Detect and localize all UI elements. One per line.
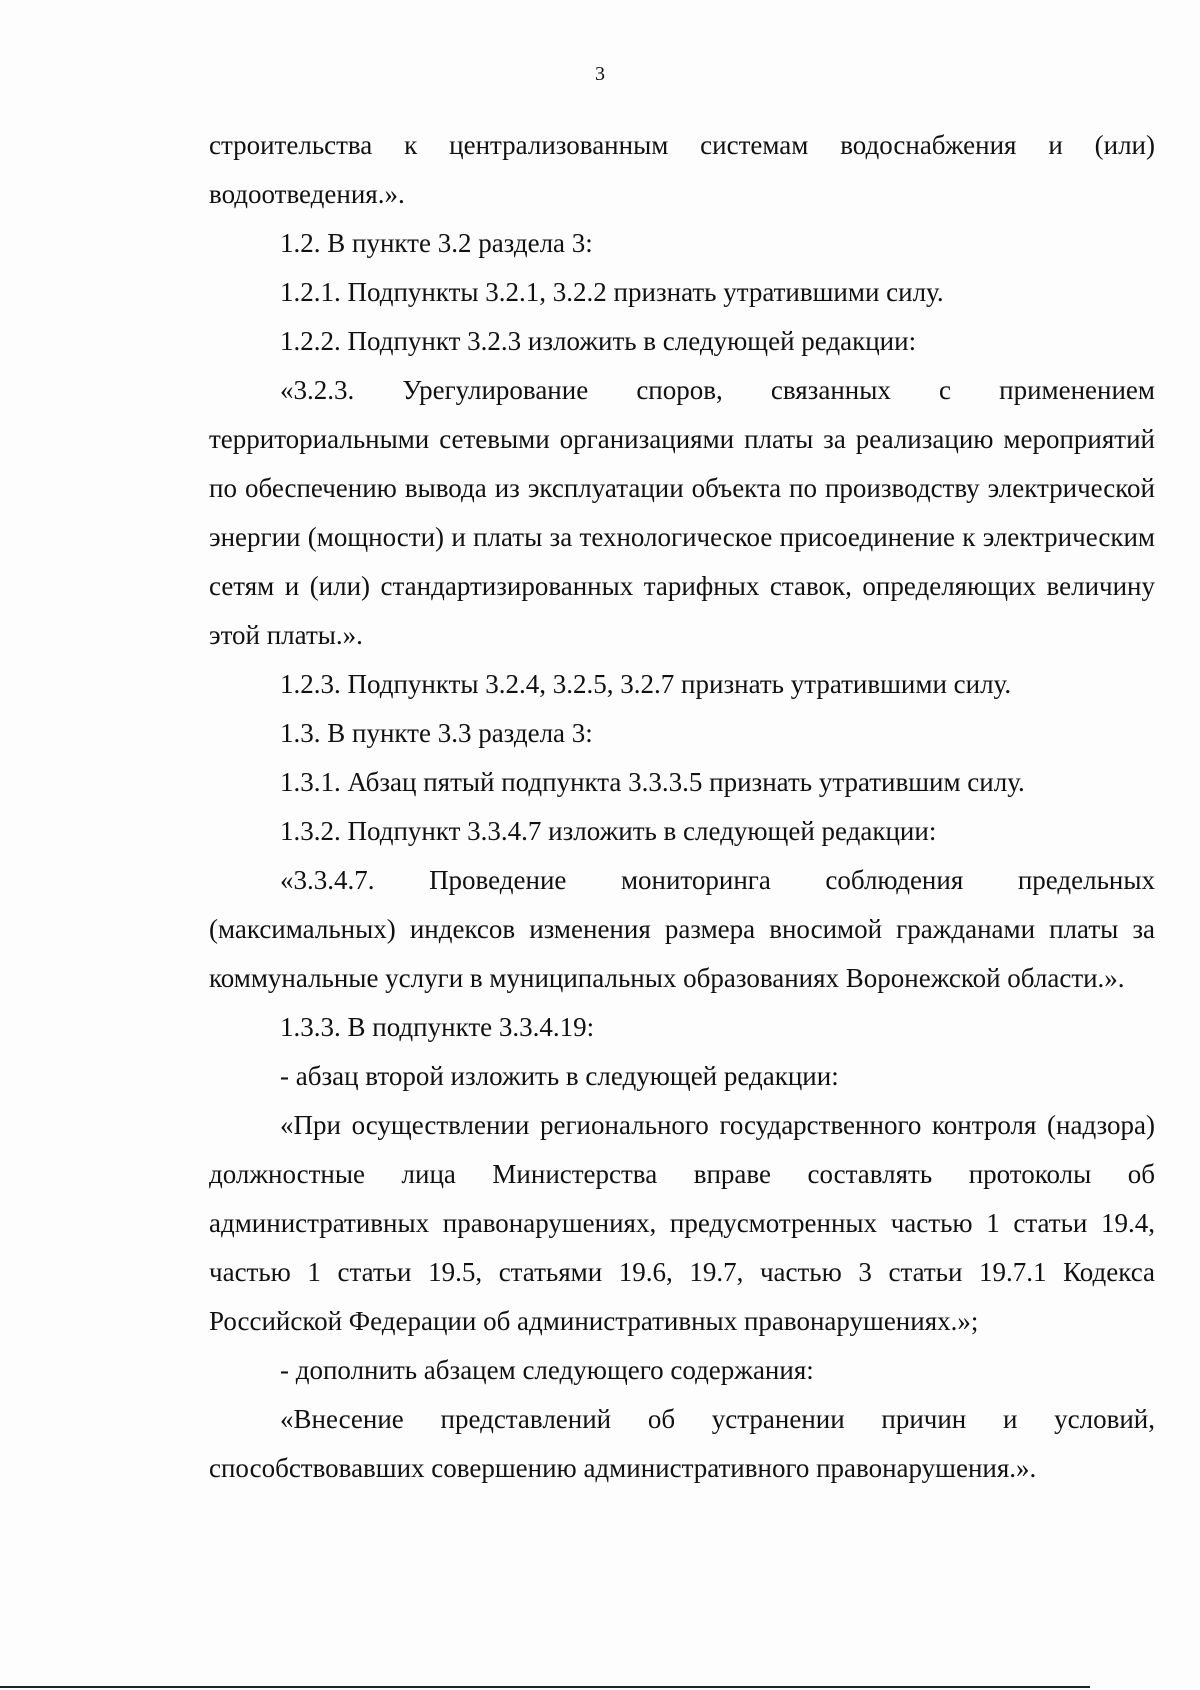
paragraph: - дополнить абзацем следующего содержания:: [280, 1355, 814, 1385]
paragraph: 1.2.3. Подпункты 3.2.4, 3.2.5, 3.2.7 признать утратившими силу.: [280, 669, 1012, 699]
page-number: 3: [595, 63, 605, 85]
paragraph: «При осуществлении регионального государственного контроля (надзора) должностные лица Министерства вправе составлять протоколы об административных правонарушениях, предусмотренных частью 1 статьи 19.4, частью 1 статьи 19.5, статьями 19.6, 19.7, частью 3 статьи 19.7.1 Кодекса Российской Федерации об административных правонарушениях.»;: [209, 1110, 1155, 1336]
paragraph: «3.3.4.7. Проведение мониторинга соблюдения предельных (максимальных) индексов изменения размера вносимой гражданами платы за коммунальные услуги в муниципальных образованиях Воронежской области.».: [209, 865, 1155, 993]
paragraph: «Внесение представлений об устранении причин и условий, способствовавших совершению административного правонарушения.».: [209, 1404, 1155, 1483]
paragraph: «3.2.3. Урегулирование споров, связанных с применением территориальными сетевыми организациями платы за реализацию мероприятий по обеспечению вывода из эксплуатации объекта по производству электрической энергии (мощности) и платы за технологическое присоединение к электрическим сетям и (или) стандартизированных тарифных ставок, определяющих величину этой платы.».: [209, 375, 1155, 650]
document-body: [209, 121, 1155, 1493]
paragraph: 1.3.3. В подпункте 3.3.4.19:: [280, 1012, 595, 1042]
paragraph: 1.2.1. Подпункты 3.2.1, 3.2.2 признать утратившими силу.: [280, 277, 944, 307]
bottom-rule: [0, 1686, 1090, 1688]
paragraph: - абзац второй изложить в следующей редакции:: [280, 1061, 839, 1091]
paragraph: 1.3. В пункте 3.3 раздела 3:: [280, 718, 593, 748]
paragraph: 1.3.1. Абзац пятый подпункта 3.3.3.5 признать утратившим силу.: [280, 767, 1025, 797]
paragraph: 1.3.2. Подпункт 3.3.4.7 изложить в следующей редакции:: [280, 816, 937, 846]
paragraph: 1.2. В пункте 3.2 раздела 3:: [280, 228, 593, 258]
paragraph: 1.2.2. Подпункт 3.2.3 изложить в следующей редакции:: [280, 326, 917, 356]
paragraph: строительства к централизованным системам водоснабжения и (или) водоотведения.».: [209, 130, 1155, 209]
